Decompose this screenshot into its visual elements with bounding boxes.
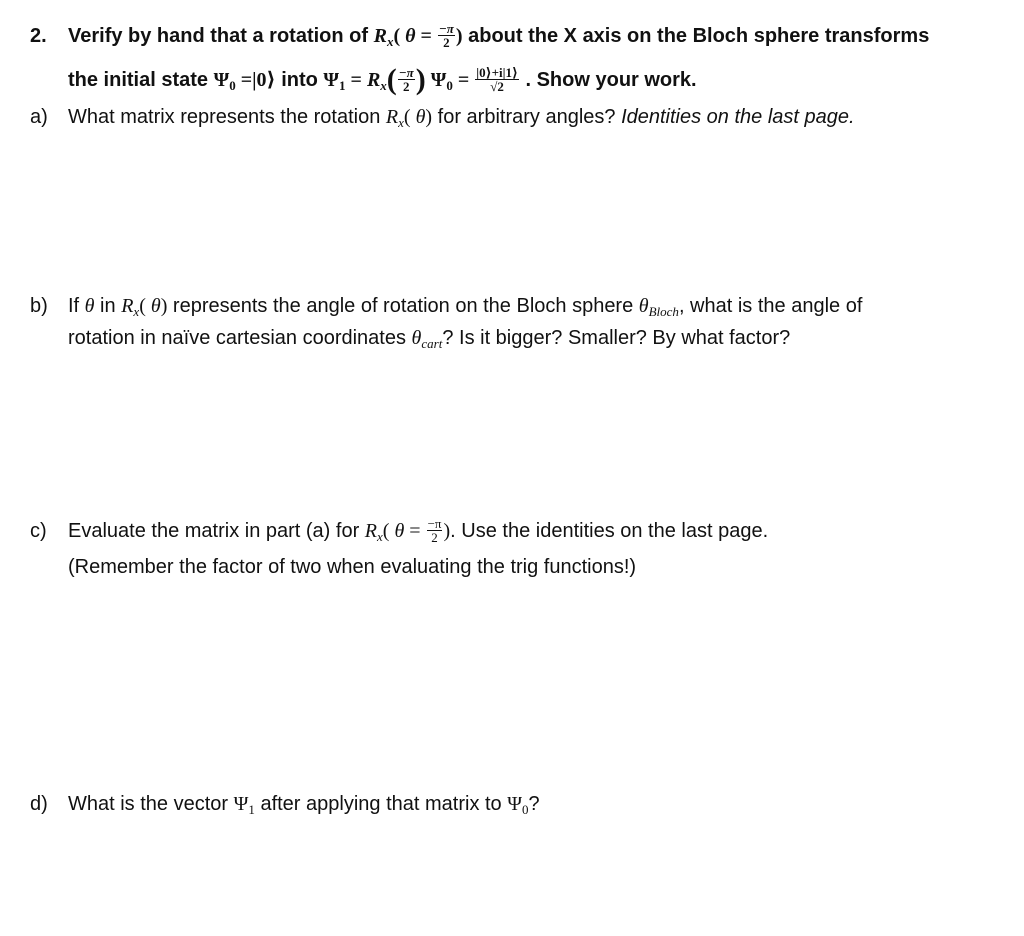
- theta-bloch: $\theta_{Bloch}$: [638, 295, 679, 319]
- question-number: 2.: [30, 25, 47, 47]
- part-a-label: a): [30, 106, 48, 128]
- theta-cart: $\theta_{cart}$: [411, 327, 443, 351]
- rx-theta-generic: $R_x$( θ): [385, 106, 433, 130]
- fraction-ket-sum: $\frac{|0⟩+i|1⟩}{√2}$: [476, 64, 518, 94]
- psi0-equals-ket0: $\Psi_0$ =|0⟩: [213, 69, 276, 93]
- psi0: $\Psi_0$: [507, 793, 529, 817]
- part-b-label: b): [30, 295, 48, 317]
- part-a-italic-note: Identities on the last page.: [621, 106, 855, 128]
- part-d-label: d): [30, 793, 48, 815]
- q2-text-2c: . Show your work.: [519, 69, 697, 91]
- q2-text-1b: about the X axis on the Bloch sphere transforms: [462, 25, 930, 47]
- part-a-text-1: What matrix represents the rotation: [68, 106, 386, 128]
- psi1-expression: $\Psi_1 = R_x$( $\frac{-\pi}{2}$ ) $\Psi_0$ = $\frac{|0⟩+i|1⟩}{√2}$: [323, 63, 518, 96]
- part-c-label: c): [30, 520, 47, 542]
- rx-theta-minus-pi-over-2: $R_x$( θ = $\frac{-\pi}{2}$ ): [364, 515, 451, 545]
- q2-text-2a: the initial state: [68, 69, 214, 91]
- q2-text-1a: Verify by hand that a rotation of: [68, 25, 374, 47]
- rx-theta-expression: $R_x$( θ = $\frac{-\pi}{2}$ ): [373, 20, 463, 50]
- fraction-minus-pi-over-2: $\frac{-\pi}{2}$: [438, 20, 454, 50]
- q2-text-2b: into: [275, 69, 324, 91]
- psi1: $\Psi_1$: [233, 793, 255, 817]
- part-a-text-2: for arbitrary angles?: [432, 106, 622, 128]
